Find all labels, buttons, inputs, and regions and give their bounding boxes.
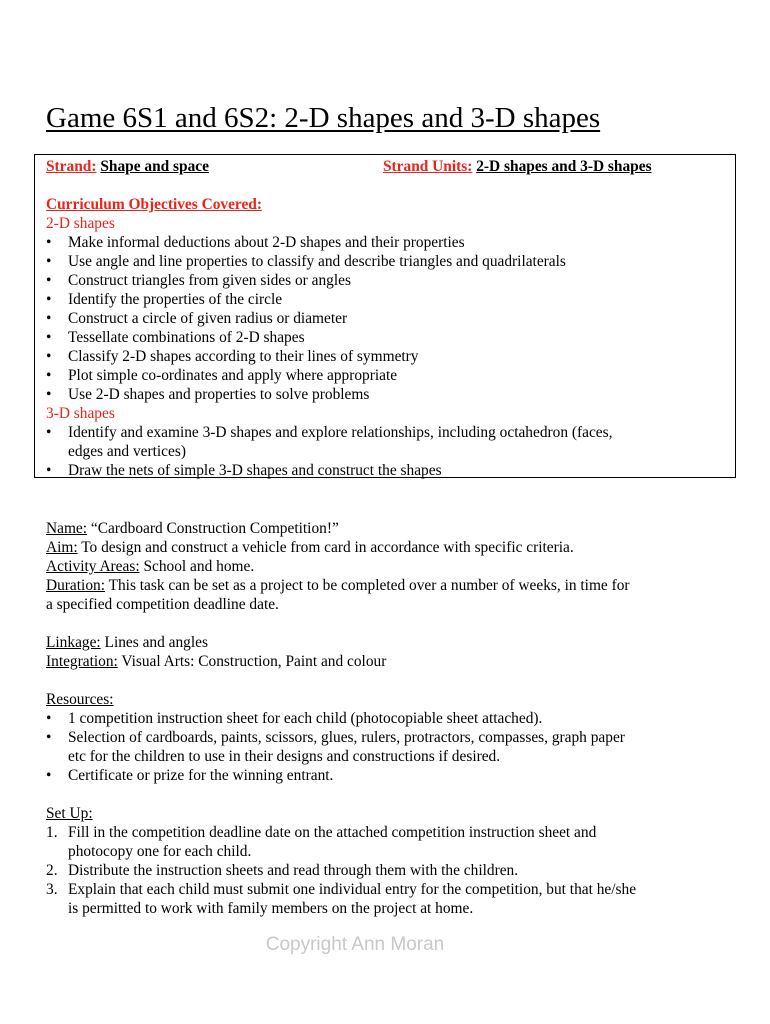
bullet-icon: • xyxy=(46,272,52,289)
name-value: “Cardboard Construction Competition!” xyxy=(87,520,339,537)
strand-value: Shape and space xyxy=(100,158,209,175)
integration-label: Integration: xyxy=(46,653,118,670)
resources-heading: Resources: xyxy=(46,691,114,708)
bullet-icon: • xyxy=(46,310,52,327)
bullet-icon: • xyxy=(46,329,52,346)
strand-units-label: Strand Units: xyxy=(383,158,473,175)
numbered-item-continuation: photocopy one for each child. xyxy=(68,843,252,860)
bullet-icon: • xyxy=(46,729,52,746)
item-number: 1. xyxy=(46,824,58,841)
numbered-item-continuation: is permitted to work with family members on the project at home. xyxy=(68,900,474,917)
integration-line xyxy=(46,652,386,671)
objectives-heading: Curriculum Objectives Covered: xyxy=(46,196,262,213)
bullet-icon: • xyxy=(46,348,52,365)
bullet-icon: • xyxy=(46,234,52,251)
list-item-continuation: edges and vertices) xyxy=(68,443,186,460)
duration-line xyxy=(46,576,630,595)
name-line xyxy=(46,519,339,538)
copyright-watermark: Copyright Ann Moran xyxy=(265,934,445,955)
item-number: 2. xyxy=(46,862,58,879)
linkage-line xyxy=(46,633,208,652)
bullet-icon: • xyxy=(46,253,52,270)
activity-areas-label: Activity Areas: xyxy=(46,558,140,575)
name-label: Name: xyxy=(46,520,88,537)
strand-units-line xyxy=(383,157,652,176)
duration-value: This task can be set as a project to be completed over a number of weeks, in time for xyxy=(105,577,630,594)
duration-label: Duration: xyxy=(46,577,105,594)
bullet-icon: • xyxy=(46,710,52,727)
bullet-icon: • xyxy=(46,386,52,403)
linkage-value: Lines and angles xyxy=(100,634,208,651)
activity-areas-value: School and home. xyxy=(139,558,255,575)
setup-heading: Set Up: xyxy=(46,805,93,822)
bullet-icon: • xyxy=(46,367,52,384)
bullet-icon: • xyxy=(46,462,52,479)
list-item-continuation: etc for the children to use in their designs and constructions if desired. xyxy=(68,748,501,765)
section-3d-heading: 3-D shapes xyxy=(46,405,115,422)
bullet-icon: • xyxy=(46,424,52,441)
strand-units-value: 2-D shapes and 3-D shapes xyxy=(476,158,652,175)
aim-value: To design and construct a vehicle from card in accordance with specific criteria. xyxy=(77,539,574,556)
bullet-icon: • xyxy=(46,767,52,784)
integration-value: Visual Arts: Construction, Paint and colour xyxy=(117,653,387,670)
aim-label: Aim: xyxy=(46,539,78,556)
strand-label: Strand: xyxy=(46,158,97,175)
document-page: Game 6S1 and 6S2: 2-D shapes and 3-D shapes Strand: Shape and space Strand Units: 2-D shapes and 3-D shapes Curriculum Objectives Covered: 2-D shapes • Make informal deductions about 2-D shapes and their properties • Use angle and line properties to classify and describe triangles and quadrilaterals • Construct triangles from given sides or angles • Identify the properties of the circle • Construct a circle of given radius or diameter • Tessellate combinations of 2-D shapes • Classify 2-D shapes according to their lines of symmetry • Plot simple co-ordinates and apply where appropriate • Use 2-D shapes and properties to solve problems 3-D shapes • Identify and examine 3-D shapes and explore relationships, including octahedron (faces, edges and vertices) • Draw the nets of simple 3-D shapes and construct the shapes Name: “Cardboard Construction Competition!” Aim: To design and construct a vehicle from card in accordance with specific criteria. Activity Areas: School and home. Duration: This task can be set as a project to be completed over a number of weeks, in time for a specified competition deadline date. Linkage: Lines and angles Integration: Visual Arts: Construction, Paint and colour Resources: • 1 competition instruction sheet for each child (photocopiable sheet attached). • Selection of cardboards, paints, scissors, glues, rulers, protractors, compasses, graph paper etc for the children to use in their designs and constructions if desired. • Certificate or prize for the winning entrant. Set Up: 1. Fill in the competition deadline date on the attached competition instruction sheet and photocopy one for each child. 2. Distribute the instruction sheets and read through them with the children. 3. Explain that each child must submit one individual entry for the competition, but that he/she is permitted to work with family members on the project at home. Copyright Ann Moran xyxy=(0,0,770,1024)
duration-line-continuation: a specified competition deadline date. xyxy=(46,596,279,613)
aim-line xyxy=(46,538,574,557)
section-2d-heading: 2-D shapes xyxy=(46,215,115,232)
bullet-icon: • xyxy=(46,291,52,308)
strand-line xyxy=(46,157,209,176)
linkage-label: Linkage: xyxy=(46,634,101,651)
page-title: Game 6S1 and 6S2: 2-D shapes and 3-D shapes xyxy=(46,102,601,134)
activity-areas-line xyxy=(46,557,254,576)
item-number: 3. xyxy=(46,881,58,898)
